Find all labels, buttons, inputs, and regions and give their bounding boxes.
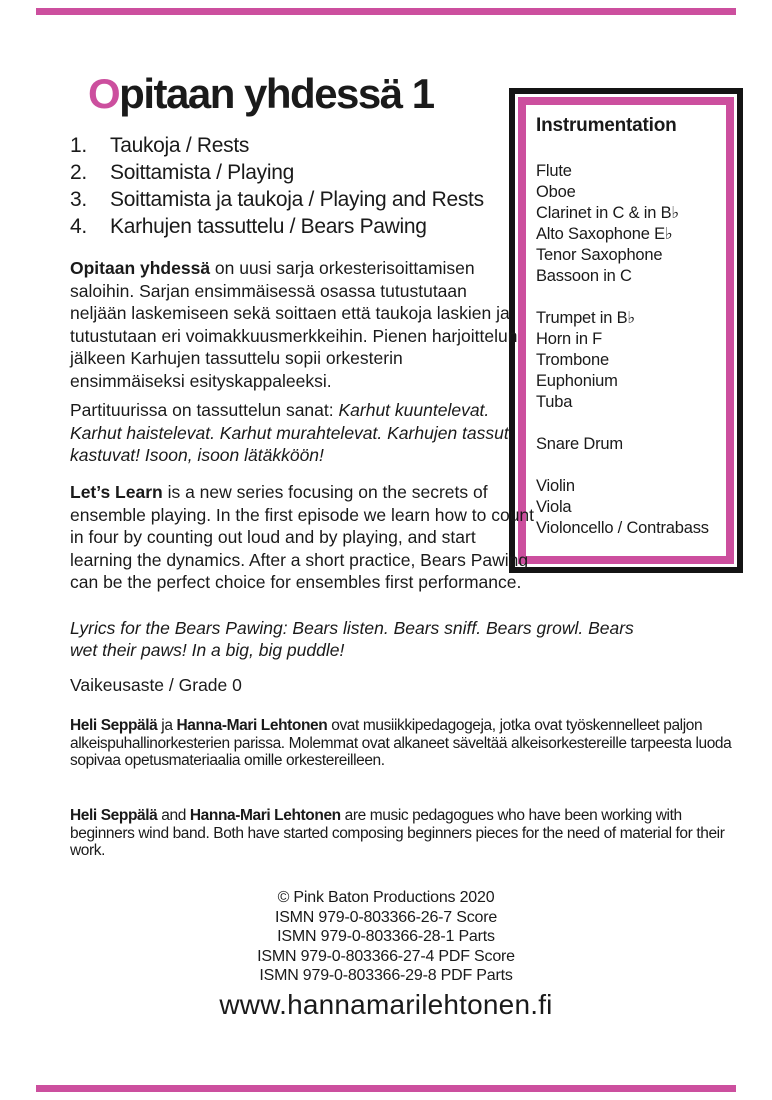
instrument-name: Trumpet in B♭ [536,309,636,327]
instrument-name: Flute [536,162,572,180]
instrumentation-heading: Instrumentation [536,115,677,136]
author-name: Heli Seppälä [70,807,158,824]
top-accent-bar [36,8,736,15]
instrumentation-box [509,88,743,573]
instrument-name: Tuba [536,393,573,411]
ismn-line: ISMN 979-0-803366-29-8 PDF Parts [259,967,513,985]
toc-item-number: 3. [70,188,87,211]
instrument-group-brass [536,308,722,413]
page-title [88,70,434,118]
instrument-name: Viola [536,498,572,516]
toc-item-label: Soittamista ja taukoja / Playing and Rests [110,188,484,211]
bio-conjunction: ja [157,717,177,734]
ismn-line: ISMN 979-0-803366-26-7 Score [274,908,498,926]
bio-conjunction: and [157,807,190,824]
instrument-name: Snare Drum [536,435,623,453]
author-name: Hanna-Mari Lehtonen [176,717,328,734]
bottom-accent-bar [36,1085,736,1092]
publication-info-block [0,888,772,986]
lyrics-lead-finnish: Partituurissa on tassuttelun sanat: [70,400,339,420]
series-name-bold: Opitaan yhdessä [70,258,211,278]
bio-paragraph-finnish [70,717,732,770]
instrument-name: Violin [536,477,575,495]
copyright-line: © Pink Baton Productions 2020 [277,889,495,906]
instrument-group-percussion [536,434,722,455]
intro-paragraph-finnish [70,257,522,392]
lyrics-italic-finnish: Karhut kuuntelevat. Karhut haistelevat. Karhut murahtelevat. Karhujen tassut kastuvat! Isoon, isoon lätäkköön! [70,400,509,465]
intro-text-english: is a new series focusing on the secrets of ensemble playing. In the first episode we learn how to count in four by counting out loud and by playing, and start learning the dynamics. After a short practice, Bears Pawing can be the perfect choice for ensembles first performance. [70,482,535,592]
instrument-name: Bassoon in C [536,267,632,285]
toc-item [70,186,484,213]
instrument-group-strings [536,476,722,539]
title-accent-letter: O [88,70,120,117]
ismn-line: ISMN 979-0-803366-28-1 Parts [277,928,495,946]
grade-label: Vaikeusaste / Grade 0 [70,675,242,695]
contents-list [70,132,484,240]
toc-item-number: 2. [70,161,87,184]
intro-paragraph-english [70,481,535,594]
toc-item-number: 1. [70,134,87,157]
instrument-name: Horn in F [536,330,603,348]
instrument-name: Trombone [536,351,609,369]
instrument-name: Tenor Saxophone [536,246,663,264]
toc-item-label: Soittamista / Playing [110,161,294,184]
bio-paragraph-english [70,807,736,860]
toc-item [70,213,484,240]
author-name: Hanna-Mari Lehtonen [189,807,341,824]
instrument-group-woodwinds [536,161,722,287]
toc-item-label: Karhujen tassuttelu / Bears Pawing [110,215,427,238]
instrument-name: Alto Saxophone E♭ [536,225,673,243]
series-name-bold-english: Let’s Learn [70,482,163,502]
lyrics-paragraph-finnish [70,399,542,467]
ismn-line: ISMN 979-0-803366-27-4 PDF Score [257,947,515,965]
lyrics-paragraph-english: Lyrics for the Bears Pawing: Bears listen. Bears sniff. Bears growl. Bears wet their paws! In a big, big puddle! [70,618,634,660]
toc-item [70,159,484,186]
toc-item-label: Taukoja / Rests [110,134,250,157]
instrumentation-box-inner-border [518,97,734,564]
toc-item-number: 4. [70,215,87,238]
bio-text-finnish: ovat musiikkipedagogeja, jotka ovat työskennelleet paljon alkeispuhallinorkesterien parissa. Molemmat ovat alkaneet säveltää alkeisorkestereille tarpeesta luoda sopivaa opetusmateriaalia omille orkestereilleen. [70,717,732,769]
website-url: www.hannamarilehtonen.fi [219,989,553,1020]
bio-text-english: are music pedagogues who have been working with beginners wind band. Both have started composing beginners pieces for the need of material for their work. [70,807,725,859]
intro-text-finnish: on uusi sarja orkesterisoittamisen saloihin. Sarjan ensimmäisessä osassa tutustutaan neljään laskemiseen sekä soittaen että taukoja laskien ja tutustutaan eri voimakkuusmerkkeihin. Pienen harjoittelun jälkeen Karhujen tassuttelu sopii orkesterin ensimmäiseksi esityskappaleeksi. [70,258,518,391]
title-text: pitaan yhdessä 1 [119,70,434,117]
toc-item [70,132,484,159]
instrument-name: Violoncello / Contrabass [536,519,709,537]
instrument-name: Oboe [536,183,576,201]
instrument-name: Euphonium [536,372,618,390]
author-name: Heli Seppälä [70,717,158,734]
instrument-name: Clarinet in C & in B♭ [536,204,679,222]
